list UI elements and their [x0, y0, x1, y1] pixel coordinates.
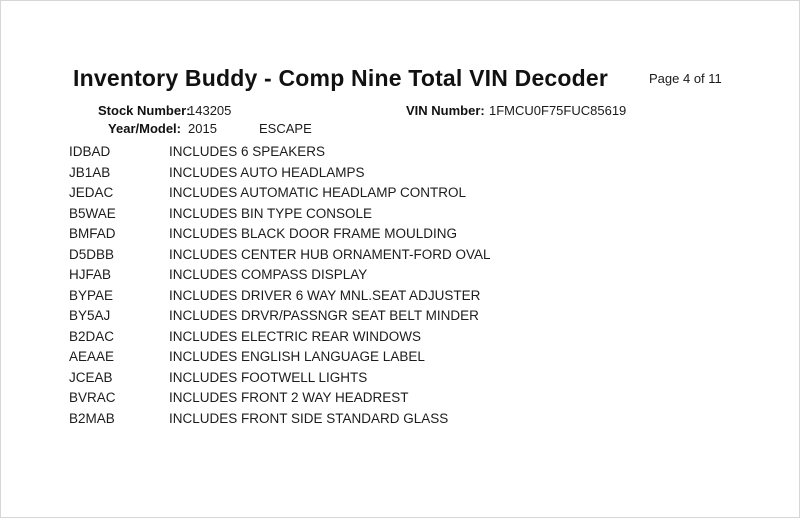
model-value: ESCAPE — [259, 121, 312, 136]
option-description: INCLUDES BLACK DOOR FRAME MOULDING — [169, 226, 458, 241]
option-code: IDBAD — [69, 144, 111, 159]
option-row — [69, 163, 769, 184]
year-value: 2015 — [188, 121, 217, 136]
option-code: AEAAE — [69, 349, 115, 364]
option-description: INCLUDES COMPASS DISPLAY — [169, 267, 368, 282]
option-description: INCLUDES DRIVER 6 WAY MNL.SEAT ADJUSTER — [169, 287, 481, 303]
option-description: INCLUDES 6 SPEAKERS — [169, 144, 326, 159]
vin-number-label: VIN Number: — [406, 103, 485, 118]
option-description: INCLUDES ENGLISH LANGUAGE LABEL — [169, 349, 425, 364]
page-title: Inventory Buddy - Comp Nine Total VIN Decoder — [73, 65, 609, 91]
option-description: INCLUDES AUTOMATIC HEADLAMP CONTROL — [169, 185, 467, 200]
option-description: INCLUDES DRVR/PASSNGR SEAT BELT MINDER — [169, 308, 479, 323]
option-code: JB1AB — [69, 164, 111, 180]
option-code: D5DBB — [69, 246, 115, 262]
page-number: Page 4 of 11 — [649, 71, 722, 86]
option-row — [69, 142, 769, 163]
option-row — [69, 265, 769, 286]
option-code: JCEAB — [69, 369, 113, 385]
option-code: BYPAE — [69, 287, 114, 303]
option-description: INCLUDES FOOTWELL LIGHTS — [169, 369, 368, 385]
option-description: INCLUDES CENTER HUB ORNAMENT-FORD OVAL — [169, 246, 491, 262]
option-row — [69, 368, 769, 389]
option-row — [69, 409, 769, 430]
option-code: BVRAC — [69, 390, 116, 405]
year-model-label: Year/Model: — [108, 121, 181, 136]
stock-number-label: Stock Number: — [98, 103, 191, 118]
option-row — [69, 224, 769, 245]
option-code: HJFAB — [69, 267, 112, 282]
options-list — [69, 142, 769, 429]
option-description: INCLUDES BIN TYPE CONSOLE — [169, 205, 373, 221]
option-code: BMFAD — [69, 226, 116, 241]
option-description: INCLUDES AUTO HEADLAMPS — [169, 164, 365, 180]
option-description: INCLUDES ELECTRIC REAR WINDOWS — [169, 328, 422, 344]
option-row — [69, 286, 769, 307]
option-row — [69, 306, 769, 327]
vin-number-value: 1FMCU0F75FUC85619 — [489, 103, 627, 118]
option-code: B2MAB — [69, 410, 115, 426]
option-row — [69, 204, 769, 225]
option-row — [69, 388, 769, 409]
option-description: INCLUDES FRONT SIDE STANDARD GLASS — [169, 410, 449, 426]
option-description: INCLUDES FRONT 2 WAY HEADREST — [169, 390, 409, 405]
option-code: JEDAC — [69, 185, 114, 200]
option-code: BY5AJ — [69, 308, 111, 323]
option-row — [69, 245, 769, 266]
option-row — [69, 347, 769, 368]
option-code: B5WAE — [69, 205, 116, 221]
option-row — [69, 327, 769, 348]
stock-number-value: 143205 — [188, 103, 232, 118]
option-code: B2DAC — [69, 328, 115, 344]
option-row — [69, 183, 769, 204]
